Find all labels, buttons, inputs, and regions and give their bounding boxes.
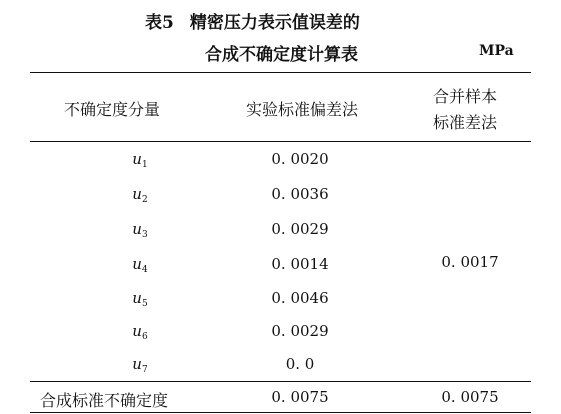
header-pooled-line2: 标准差法 bbox=[432, 113, 497, 132]
component-symbol: $u_7$ bbox=[132, 355, 148, 375]
component-value: 0. 0036 bbox=[271, 185, 329, 203]
header-pooled-line1: 合并样本 bbox=[432, 87, 497, 106]
header-pooled-method bbox=[410, 84, 520, 136]
table-caption bbox=[0, 0, 561, 70]
component-value: 0. 0029 bbox=[271, 322, 329, 340]
header-experimental-method: 实验标准偏差法 bbox=[245, 100, 358, 119]
caption-title-line2: 合成不确定度计算表 bbox=[205, 45, 358, 65]
table-number: 表5 bbox=[145, 13, 174, 33]
caption-title-line1 bbox=[145, 8, 360, 33]
table-top-rule bbox=[30, 72, 531, 73]
table-row bbox=[30, 143, 531, 177]
table-row bbox=[30, 178, 531, 212]
table-row bbox=[30, 315, 531, 349]
caption-title-text: 精密压力表示值误差的 bbox=[189, 13, 360, 33]
table-row bbox=[30, 348, 531, 382]
component-value: 0. 0029 bbox=[271, 220, 329, 238]
unit-label: MPa bbox=[479, 43, 514, 59]
header-component: 不确定度分量 bbox=[63, 100, 160, 119]
table-row bbox=[30, 282, 531, 316]
component-symbol: $u_1$ bbox=[132, 150, 148, 170]
component-value: 0. 0 bbox=[285, 355, 315, 373]
component-value: 0. 0020 bbox=[271, 150, 329, 168]
component-symbol: $u_6$ bbox=[132, 322, 148, 342]
component-value: 0. 0014 bbox=[271, 255, 329, 273]
table-row bbox=[30, 213, 531, 247]
component-symbol: $u_2$ bbox=[132, 185, 148, 205]
table-bottom-rule bbox=[30, 412, 531, 413]
component-symbol: $u_5$ bbox=[132, 289, 148, 309]
summary-experimental-value: 0. 0075 bbox=[271, 388, 329, 406]
summary-label: 合成标准不确定度 bbox=[40, 391, 169, 410]
component-symbol: $u_3$ bbox=[132, 220, 148, 240]
component-value: 0. 0046 bbox=[271, 289, 329, 307]
component-symbol: $u_4$ bbox=[132, 255, 148, 275]
summary-pooled-value: 0. 0075 bbox=[441, 388, 499, 406]
header-rule bbox=[30, 141, 531, 142]
pooled-std-value: 0. 0017 bbox=[441, 253, 499, 271]
summary-rule bbox=[30, 381, 531, 382]
summary-row bbox=[30, 384, 531, 412]
